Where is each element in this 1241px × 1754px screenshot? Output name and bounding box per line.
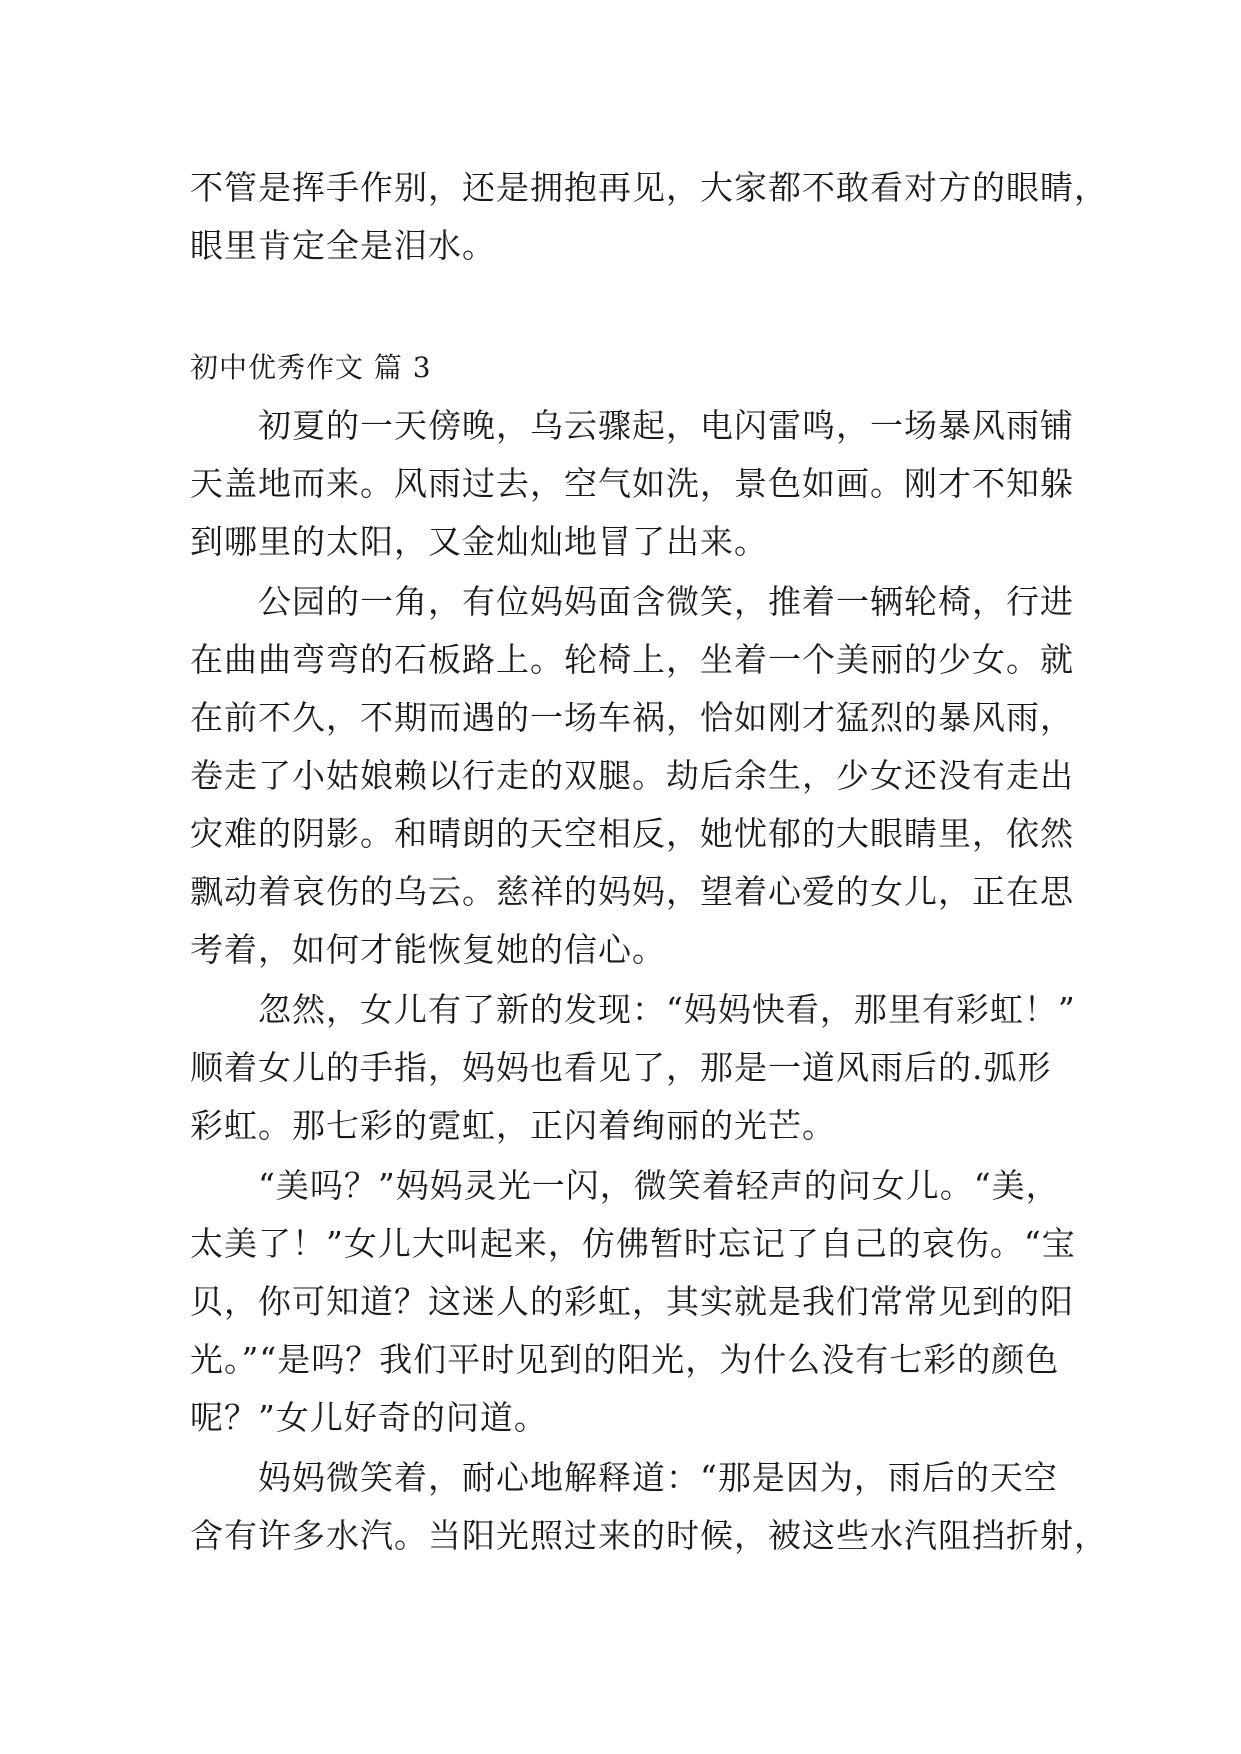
paragraph-line: 含有许多水汽。当阳光照过来的时候，被这些水汽阻挡折射， — [190, 1516, 1108, 1555]
section-heading: 初中优秀作文 篇 3 — [190, 351, 432, 384]
paragraph-line: 天盖地而来。风雨过去，空气如洗，景色如画。刚才不知躲 — [190, 464, 1074, 503]
paragraph-line: 贝，你可知道？这迷人的彩虹，其实就是我们常常见到的阳 — [190, 1282, 1074, 1321]
paragraph-line: 呢？”女儿好奇的问道。 — [190, 1398, 548, 1437]
text-line: 不管是挥手作别，还是拥抱再见，大家都不敢看对方的眼睛， — [190, 168, 1108, 207]
paragraph-line: 飘动着哀伤的乌云。慈祥的妈妈，望着心爱的女儿，正在思 — [190, 872, 1074, 911]
paragraph-line: 考着，如何才能恢复她的信心。 — [190, 930, 666, 969]
paragraph-line: 卷走了小姑娘赖以行走的双腿。劫后余生，少女还没有走出 — [190, 756, 1074, 795]
paragraph-line: 光。”“是吗？我们平时见到的阳光，为什么没有七彩的颜色 — [190, 1340, 1060, 1379]
paragraph-line: 灾难的阴影。和晴朗的天空相反，她忧郁的大眼睛里，依然 — [190, 814, 1074, 853]
paragraph-line: 妈妈微笑着，耐心地解释道：“那是因为，雨后的天空 — [258, 1458, 1058, 1497]
paragraph-line: 太美了！”女儿大叫起来，仿佛暂时忘记了自己的哀伤。“宝 — [190, 1224, 1076, 1263]
paragraph-line: 顺着女儿的手指，妈妈也看见了，那是一道风雨后的.弧形 — [190, 1048, 1052, 1087]
paragraph-line: 初夏的一天傍晚，乌云骤起，电闪雷鸣，一场暴风雨铺 — [258, 406, 1074, 445]
paragraph-line: 彩虹。那七彩的霓虹，正闪着绚丽的光芒。 — [190, 1106, 836, 1145]
paragraph-line: 在曲曲弯弯的石板路上。轮椅上，坐着一个美丽的少女。就 — [190, 640, 1074, 679]
paragraph-line: 到哪里的太阳，又金灿灿地冒了出来。 — [190, 522, 768, 561]
paragraph-line: 忽然，女儿有了新的发现：“妈妈快看，那里有彩虹！” — [258, 990, 1076, 1029]
text-line: 眼里肯定全是泪水。 — [190, 226, 496, 265]
paragraph-line: “美吗？”妈妈灵光一闪，微笑着轻声的问女儿。“美， — [258, 1166, 1060, 1205]
paragraph-line: 在前不久，不期而遇的一场车祸，恰如刚才猛烈的暴风雨， — [190, 698, 1074, 737]
paragraph-line: 公园的一角，有位妈妈面含微笑，推着一辆轮椅，行进 — [258, 582, 1074, 621]
